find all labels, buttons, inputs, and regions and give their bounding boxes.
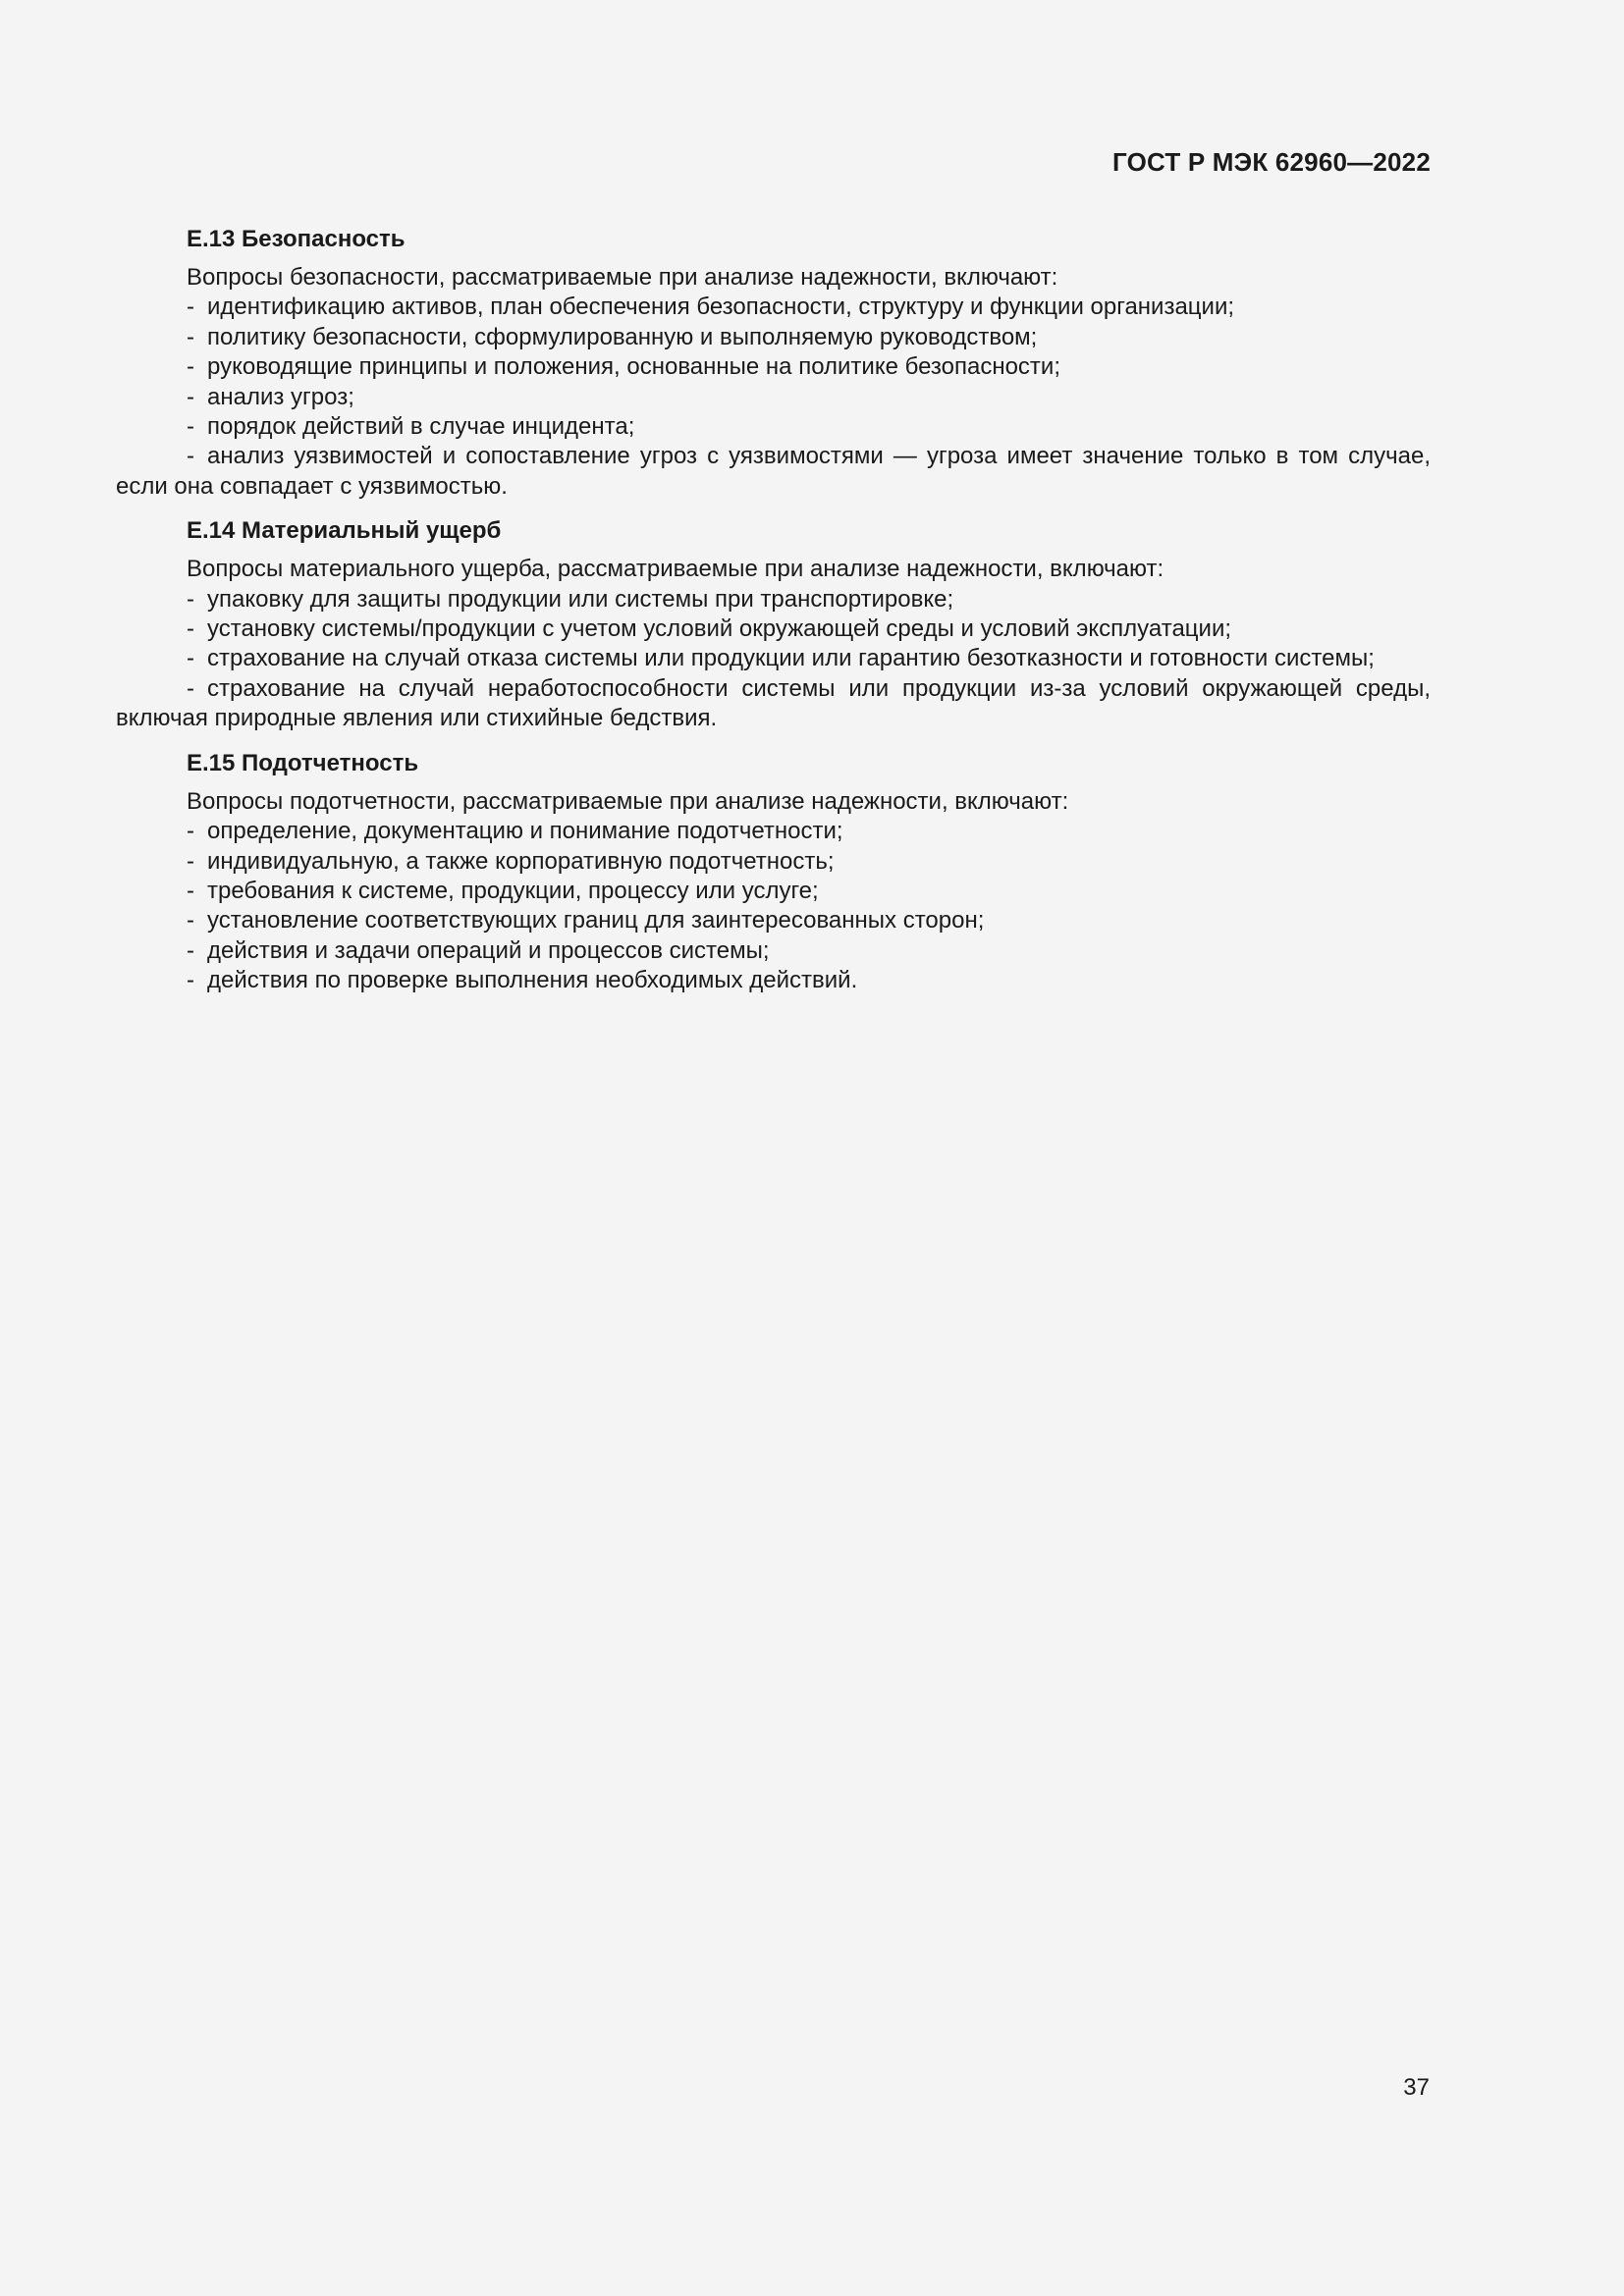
section-material-damage: [116, 515, 1431, 733]
section-intro: Вопросы безопасности, рассматриваемые при анализе надежности, включают:: [187, 264, 1058, 291]
section-security: [116, 224, 1431, 502]
section-title: Е.15 Подотчетность: [187, 749, 419, 776]
page-number: 37: [1403, 2074, 1430, 2101]
list-item: - страхование на случай отказа системы или продукции или гарантию безотказности и готовности системы;: [187, 645, 1375, 672]
section-accountability: [116, 748, 1431, 996]
list-item: - анализ угроз;: [187, 383, 354, 410]
list-item: - анализ уязвимостей и сопоставление угроз с уязвимостями — угроза имеет значение только в том случае, если она совпадает с уязвимостью.: [116, 443, 1431, 500]
section-title: Е.13 Безопасность: [187, 226, 406, 252]
list-item: - индивидуальную, а также корпоративную подотчетность;: [187, 847, 835, 875]
list-item: - определение, документацию и понимание подотчетности;: [187, 818, 843, 845]
list-item: - страхование на случай неработоспособности системы или продукции из-за условий окружающей среды, включая природные явления или стихийные бедствия.: [116, 674, 1431, 732]
list-item: - политику безопасности, сформулированную и выполняемую руководством;: [187, 323, 1038, 350]
section-title: Е.14 Материальный ущерб: [187, 517, 502, 545]
list-item: - руководящие принципы и положения, основанные на политике безопасности;: [187, 353, 1060, 381]
list-item: - действия по проверке выполнения необходимых действий.: [187, 967, 858, 994]
section-intro: Вопросы подотчетности, рассматриваемые при анализе надежности, включают:: [187, 787, 1069, 815]
list-item: - упаковку для защиты продукции или системы при транспортировке;: [187, 585, 954, 613]
list-item: - идентификацию активов, план обеспечения безопасности, структуру и функции организации;: [187, 294, 1235, 321]
document-header: ГОСТ Р МЭК 62960—2022: [1111, 147, 1431, 177]
list-item: - установку системы/продукции с учетом условий окружающей среды и условий эксплуатации;: [187, 615, 1232, 643]
list-item: - действия и задачи операций и процессов системы;: [187, 936, 770, 964]
list-item: - требования к системе, продукции, процессу или услуге;: [187, 877, 819, 904]
list-item: - установление соответствующих границ для заинтересованных сторон;: [187, 907, 985, 934]
document-body: [116, 224, 1431, 996]
list-item: - порядок действий в случае инцидента;: [187, 413, 635, 441]
section-intro: Вопросы материального ущерба, рассматриваемые при анализе надежности, включают:: [187, 556, 1164, 583]
